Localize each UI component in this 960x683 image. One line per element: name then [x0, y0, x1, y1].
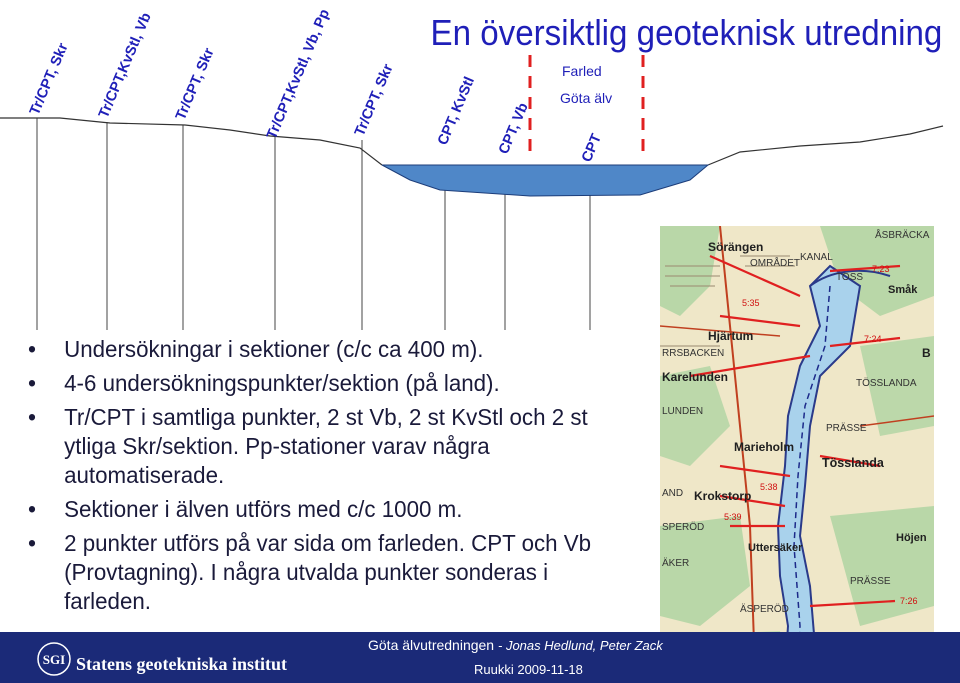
map-place-label: LUNDEN: [662, 406, 704, 417]
map-place-label: ÄSPERÖD: [740, 604, 789, 615]
institute-name: Statens geotekniska institut: [76, 654, 288, 674]
section-label: Tr/CPT,KvStl, Vb: [95, 10, 155, 121]
map-place-label: TOSS: [836, 272, 864, 283]
river-water: [382, 165, 708, 196]
section-label: Tr/CPT, Skr: [26, 40, 72, 118]
map-place-label: ÅSBRÄCKA: [875, 230, 930, 241]
map-place-label: Uttersäker: [748, 542, 803, 554]
map-place-label: Tösslanda: [822, 456, 884, 470]
map-section-id: 7:23: [872, 264, 890, 274]
section-label: CPT: [578, 131, 606, 165]
footer-date: Ruukki 2009-11-18: [474, 662, 583, 677]
map-place-label: ÄKER: [662, 558, 690, 569]
bullet-item: • 2 punkter utförs på var sida om farleden. CPT och Vb (Provtagning). I några utvalda punkter sonderas i farleden.: [28, 529, 608, 616]
map-place-label: KANAL: [800, 252, 833, 263]
river-label: Göta älv: [560, 90, 613, 106]
map-place-label: TÖSSLANDA: [856, 378, 917, 389]
section-label: Tr/CPT, Skr: [172, 45, 218, 123]
map-place-label: Krokstorp: [694, 489, 752, 503]
map-place-label: Sörängen: [708, 240, 764, 254]
map-place-label: SPERÖD: [662, 522, 705, 533]
section-label: Tr/CPT, Skr: [351, 61, 397, 139]
section-label: CPT, KvStl: [434, 74, 479, 148]
bullet-list: [28, 335, 638, 621]
ground-profile-right: [708, 126, 943, 165]
map-place-label: PRÄSSE: [850, 576, 891, 587]
map-place-label: Karelunden: [662, 370, 729, 384]
map-section-id: 5:39: [724, 512, 742, 522]
map-section-id: 7:26: [900, 596, 918, 606]
map-place-label: AND: [662, 488, 684, 499]
logo-text: SGI: [42, 652, 66, 667]
map-place-label: B: [922, 346, 931, 360]
page-title: En översiktlig geoteknisk utredning: [430, 12, 942, 53]
map-place-label: PRÄSSE: [826, 423, 867, 434]
bullet-item: • Undersökningar i sektioner (c/c ca 400 m).: [28, 335, 608, 364]
footer-bar: [0, 632, 960, 683]
bullet-item: • Sektioner i älven utförs med c/c 1000 m.: [28, 495, 608, 524]
area-map: [660, 226, 934, 672]
bullet-item: • Tr/CPT i samtliga punkter, 2 st Vb, 2 st KvStl och 2 st ytliga Skr/sektion. Pp-stationer varav några automatiserade.: [28, 403, 608, 490]
section-label: CPT, Vb: [495, 100, 532, 157]
section-label: Tr/CPT,KvStl, Vb, Pp: [263, 7, 334, 142]
ground-profile-left: [0, 118, 382, 165]
map-place-label: OMRÅDET: [750, 258, 800, 269]
farled-label: Farled: [562, 63, 602, 79]
map-place-label: Höjen: [896, 532, 927, 544]
sgi-logo: [36, 640, 72, 678]
map-place-label: Marieholm: [734, 440, 795, 454]
bullet-item: • 4-6 undersökningspunkter/sektion (på land).: [28, 369, 608, 398]
map-section-id: 5:38: [760, 482, 778, 492]
map-section-id: 5:35: [742, 298, 760, 308]
map-place-label: Småk: [888, 284, 918, 296]
map-place-label: Hjärtum: [708, 329, 754, 343]
map-place-label: RRSBACKEN: [662, 348, 725, 359]
footer-project: Göta älvutredningen: [368, 637, 495, 653]
map-section-id: 7:24: [864, 334, 882, 344]
footer-author: - Jonas Hedlund, Peter Zack: [498, 638, 663, 653]
